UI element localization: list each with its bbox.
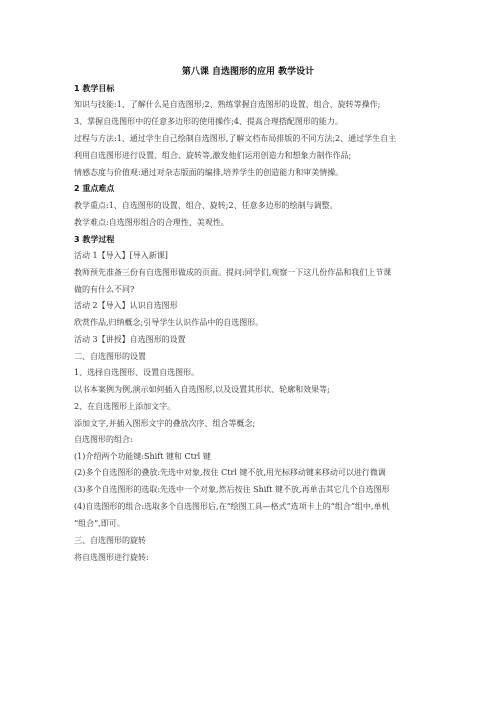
text-line: 活动 3【讲授】自选图形的设置 — [74, 335, 186, 344]
text-line: 以书本案例为例,演示如何插入自选图形,以及设置其形状、轮廓和效果等; — [74, 385, 330, 394]
text-line: 教学难点:自选图形组合的合理性、美观性。 — [74, 218, 229, 227]
text-line: 欣赏作品,归纳概念;引导学生认识作品中的自选图形。 — [74, 318, 264, 327]
text-line: (3)多个自选图形的选取:先选中一个对象,然后按住 Shift 键不放,再单击其它几个自选图形 — [74, 485, 390, 494]
text-line: 做的有什么不同? — [74, 285, 135, 294]
text-line: (1)介绍两个功能键:Shift 键和 Ctrl 键 — [74, 452, 211, 461]
text-line: 三、自选图形的旋转 — [74, 536, 146, 545]
text-line: 情感态度与价值观:通过对杂志版面的编排,培养学生的创造能力和审美情操。 — [74, 168, 344, 177]
text-line: “组合”,即可。 — [74, 519, 125, 528]
section-heading: 2 重点难点 — [74, 184, 115, 193]
text-line: 活动 2【导入】认识自选图形 — [74, 301, 178, 310]
section-heading: 1 教学目标 — [74, 84, 115, 93]
text-line: 1、选择自选图形、设置自选图形。 — [74, 368, 200, 377]
text-line: 将自选图形进行旋转: — [74, 553, 149, 562]
text-line: (2)多个自选图形的叠放:先选中对象,按住 Ctrl 键不放,用光标移动键来移动可以进行微调 — [74, 468, 386, 477]
text-line: 知识与技能:1、了解什么是自选图形;2、熟练掌握自选图形的设置、组合、旋转等操作; — [74, 100, 381, 109]
section-heading: 3 教学过程 — [74, 235, 115, 244]
text-line: 添加文字,并插入图形文字的叠放次序、组合等概念; — [74, 419, 256, 428]
text-line: 活动 1【导入】[导入新课] — [74, 251, 168, 260]
text-line: 3、掌握自选图形中的任意多边形的使用操作;4、提高合理搭配图形的能力。 — [74, 117, 343, 126]
text-line: 自选图形的组合: — [74, 435, 133, 444]
text-line: 2、在自选图形上添加文字。 — [74, 402, 176, 411]
text-line: 二、自选图形的设置 — [74, 352, 146, 361]
text-line: 过程与方法:1、通过学生自己绘制自选图形,了解文档布局排版的不同方法;2、通过学生自主 — [74, 134, 397, 143]
text-line: (4)自选图形的组合:选取多个自选图形后,在“绘图工具—格式”选项卡上的“组合”组中,单机 — [74, 502, 390, 511]
text-line: 教师预先准备三份有自选图形做成的页面。提问:同学们,观察一下这几份作品和我们上节课 — [74, 268, 392, 277]
text-line: 教学重点:1、自选图形的设置、组合、旋转;2、任意多边形的绘制与调整。 — [74, 201, 338, 210]
page-title: 第八课 自选图形的应用 教学设计 — [181, 67, 315, 77]
text-line: 利用自选图形进行设置、组合、旋转等,激发他们运用创造力和想象力制作作品; — [74, 151, 352, 160]
